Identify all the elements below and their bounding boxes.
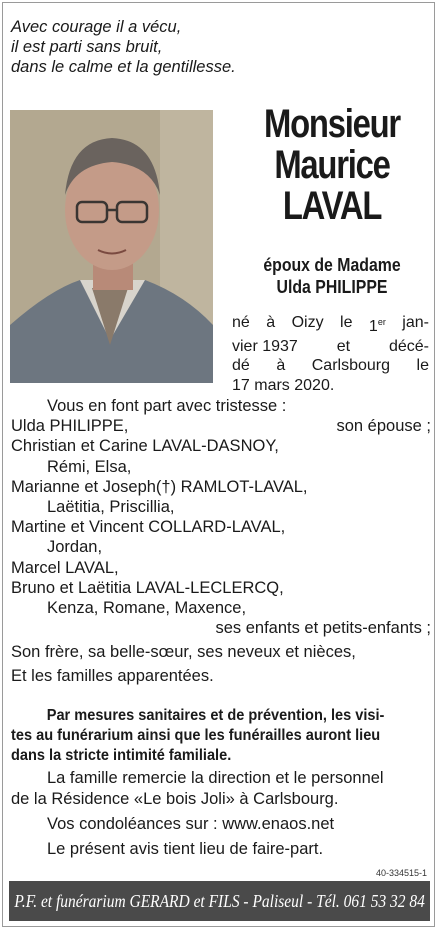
birth-line-3: dé à Carlsbourg le	[232, 357, 429, 374]
name-first: Maurice	[274, 143, 390, 187]
funeral-home-footer	[9, 881, 430, 921]
notice-line-2: tes au funérarium ainsi que les funérailles auront lieu	[11, 727, 381, 744]
spouse-row: Ulda PHILIPPE, son épouse ;	[11, 417, 431, 436]
portrait-photo	[10, 110, 213, 383]
quote-line-3: dans le calme et la gentillesse.	[11, 58, 236, 76]
family-line-6: Jordan,	[47, 538, 103, 557]
family-line-4: Laëtitia, Priscillia,	[47, 497, 175, 516]
deceased-name	[250, 104, 414, 227]
intro-line: Vous en font part avec tristesse :	[47, 397, 287, 415]
family-announcement	[11, 396, 431, 687]
quote-line-1: Avec courage il a vécu,	[11, 18, 182, 36]
sanitary-notice	[11, 706, 405, 766]
reference-number: 40-334515-1	[375, 868, 427, 878]
siblings-line: Son frère, sa belle-sœur, ses neveux et nièces,	[11, 643, 356, 662]
family-line-5: Martine et Vincent COLLARD-LAVAL,	[11, 518, 286, 537]
notice-line-1: Par mesures sanitaires et de prévention, les visi-	[46, 707, 385, 724]
faire-part-line: Le présent avis tient lieu de faire-part.	[47, 840, 324, 858]
spouse-line-2: Ulda PHILIPPE	[276, 277, 388, 297]
family-line-7: Marcel LAVAL,	[11, 558, 119, 577]
families-line: Et les familles apparentées.	[11, 667, 214, 686]
children-role-line: ses enfants et petits-enfants ;	[215, 619, 431, 638]
condolences-line: Vos condoléances sur : www.enaos.net	[47, 815, 335, 833]
birth-line-4: 17 mars 2020.	[232, 376, 335, 394]
family-line-9: Kenza, Romane, Maxence,	[47, 598, 247, 617]
family-line-1: Christian et Carine LAVAL-DASNOY,	[11, 437, 279, 456]
thanks-line-1: La famille remercie la direction et le personnel	[47, 769, 384, 787]
spouse-info	[244, 254, 420, 298]
birth-line-2: vier 1937 et décé-	[232, 337, 429, 355]
thanks-line-2: de la Résidence «Le bois Joli» à Carlsbourg.	[11, 790, 339, 808]
family-line-2: Rémi, Elsa,	[47, 457, 132, 476]
footer-text: P.F. et funérarium GERARD et FILS - Paliseul - Tél. 061 53 32 84	[14, 890, 425, 911]
notice-line-3: dans la stricte intimité familiale.	[11, 747, 232, 764]
memorial-quote	[11, 17, 236, 77]
birth-death-info	[232, 313, 429, 395]
birth-line-1: né à Oizy le 1er jan-	[232, 314, 429, 335]
quote-line-2: il est parti sans bruit,	[11, 38, 163, 56]
name-title: Monsieur	[264, 102, 400, 146]
family-line-3: Marianne et Joseph(†) RAMLOT-LAVAL,	[11, 477, 308, 496]
name-last: LAVAL	[282, 184, 382, 228]
spouse-line-1: époux de Madame	[263, 255, 401, 275]
closing-text	[11, 768, 431, 860]
family-line-8: Bruno et Laëtitia LAVAL-LECLERCQ,	[11, 578, 284, 597]
